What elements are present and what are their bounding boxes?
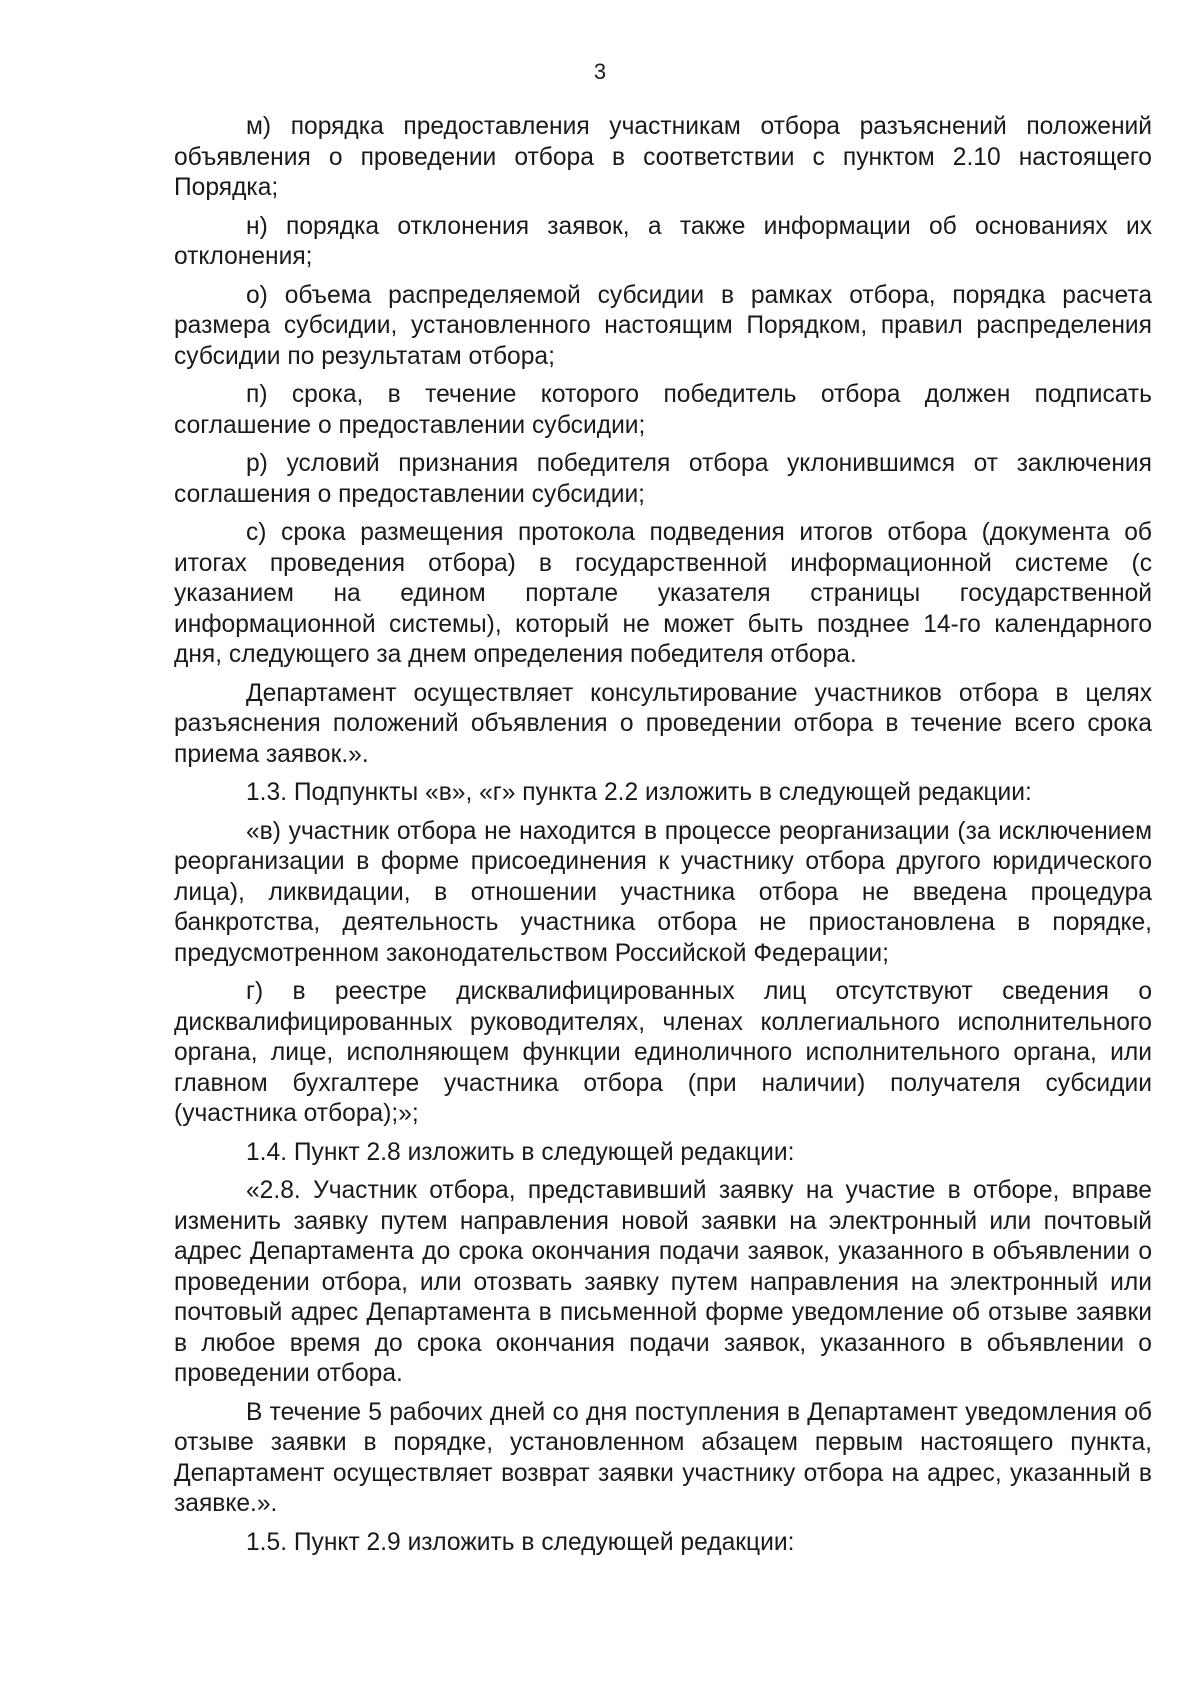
paragraph-o: о) объема распределяемой субсидии в рамках отбора, порядка расчета размера субсидии, установленного настоящим Порядком, правил распределения субсидии по результатам отбора; (174, 281, 1152, 370)
paragraph-2-8: «2.8. Участник отбора, представивший заявку на участие в отборе, вправе изменить заявку путем направления новой заявки на электронный или почтовый адрес Департамента до срока окончания подачи заявок, указанного в объявлении о проведении отбора, или отозвать заявку путем направления на электронный или почтовый адрес Департамента в письменной форме уведомление об отзыве заявки в любое время до срока окончания подачи заявок, указанного в объявлении о проведении отбора. (174, 1177, 1152, 1387)
paragraph-withdrawal-return: В течение 5 рабочих дней со дня поступления в Департамент уведомления об отзыве заявки в порядке, установленном абзацем первым настоящего пункта, Департамент осуществляет возврат заявки участнику отбора на адрес, указанный в заявке.». (174, 1398, 1152, 1517)
paragraph-g: г) в реестре дисквалифицированных лиц отсутствуют сведения о дисквалифицированных руководителях, членах коллегиального исполнительного органа, лице, исполняющем функции единоличного исполнительного органа, или главном бухгалтере участника отбора (при наличии) получателя субсидии (участника отбора);»; (174, 978, 1152, 1127)
paragraph-r: р) условий признания победителя отбора уклонившимся от заключения соглашения о предоставлении субсидии; (174, 450, 1152, 508)
paragraph-1-4: 1.4. Пункт 2.8 изложить в следующей редакции: (246, 1138, 795, 1166)
paragraph-s: с) срока размещения протокола подведения итогов отбора (документа об итогах проведения отбора) в государственной информационной системе (с указанием на едином портале указателя страницы государственной информационной системы), который не может быть позднее 14-го календарного дня, следующего за днем определения победителя отбора. (174, 519, 1152, 668)
document-body (174, 112, 1152, 1566)
paragraph-1-3: 1.3. Подпункты «в», «г» пункта 2.2 изложить в следующей редакции: (246, 779, 1032, 806)
paragraph-department-consulting: Департамент осуществляет консультирование участников отбора в целях разъяснения положений объявления о проведении отбора в течение всего срока приема заявок.». (174, 679, 1152, 768)
paragraph-p: п) срока, в течение которого победитель отбора должен подписать соглашение о предоставлении субсидии; (174, 381, 1152, 439)
page-number: 3 (593, 59, 607, 84)
paragraph-n: н) порядка отклонения заявок, а также информации об основаниях их отклонения; (174, 212, 1152, 270)
paragraph-v: «в) участник отбора не находится в процессе реорганизации (за исключением реорганизации в форме присоединения к участнику отбора другого юридического лица), ликвидации, в отношении участника отбора не введена процедура банкротства, деятельность участника отбора не приостановлена в порядке, предусмотренном законодательством Российской Федерации; (174, 817, 1152, 967)
paragraph-1-5: 1.5. Пункт 2.9 изложить в следующей редакции: (246, 1528, 795, 1556)
paragraph-m: м) порядка предоставления участникам отбора разъяснений положений объявления о проведении отбора в соответствии с пунктом 2.10 настоящего Порядка; (174, 113, 1152, 201)
